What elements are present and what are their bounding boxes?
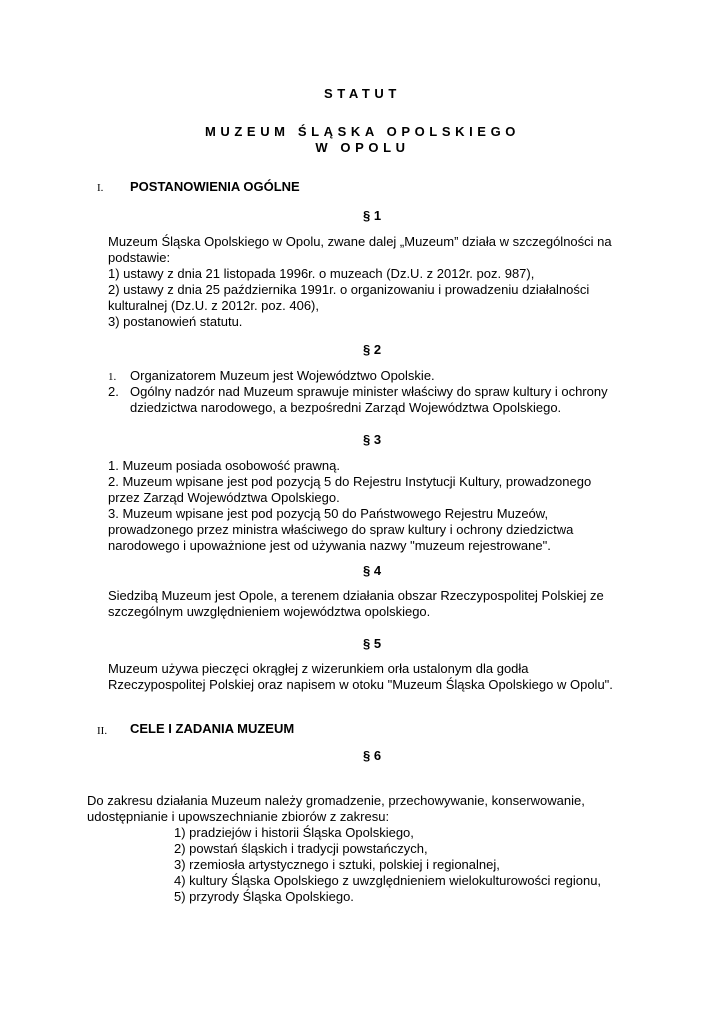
document-subtitle-line2: W OPOLU	[315, 140, 410, 155]
paragraph-3-body	[108, 458, 591, 554]
paragraph-6-mark: § 6	[363, 748, 382, 763]
paragraph-5-mark: § 5	[363, 636, 382, 651]
paragraph-2-item-2-line: Ogólny nadzór nad Muzeum sprawuje minister właściwy do spraw kultury i ochrony	[130, 384, 608, 399]
paragraph-5-line: Rzeczypospolitej Polskiej oraz napisem w otoku "Muzeum Śląska Opolskiego w Opolu".	[108, 677, 613, 692]
section-2-number: II.	[97, 725, 108, 737]
paragraph-1-mark: § 1	[363, 208, 382, 223]
paragraph-4-line: szczególnym uwzględnieniem województwa opolskiego.	[108, 604, 431, 619]
paragraph-6-intro-line: udostępnianie i upowszechnianie zbiorów z zakresu:	[87, 809, 390, 824]
paragraph-3-line: 3. Muzeum wpisane jest pod pozycją 50 do Państwowego Rejestru Muzeów,	[108, 506, 549, 521]
paragraph-6-list	[174, 825, 601, 905]
paragraph-3-line: przez Zarząd Województwa Opolskiego.	[108, 490, 340, 505]
list-item: 2) powstań śląskich i tradycji powstańczych,	[174, 841, 428, 856]
paragraph-6-intro	[87, 793, 585, 825]
paragraph-3-mark: § 3	[363, 432, 382, 447]
paragraph-4-body	[108, 588, 604, 620]
section-1-heading: POSTANOWIENIA OGÓLNE	[130, 179, 300, 194]
paragraph-2-item-2-body	[130, 384, 608, 416]
section-2-heading: CELE I ZADANIA MUZEUM	[130, 721, 295, 736]
paragraph-4-mark: § 4	[363, 563, 382, 578]
paragraph-5-body	[108, 661, 613, 693]
paragraph-3-line: narodowego i upoważnione jest od używania nazwy "muzeum rejestrowane".	[108, 538, 551, 553]
paragraph-3-line: 1. Muzeum posiada osobowość prawną.	[108, 458, 340, 473]
paragraph-2-item-1-text: Organizatorem Muzeum jest Województwo Opolskie.	[130, 368, 435, 383]
paragraph-1-line: 1) ustawy z dnia 21 listopada 1996r. o muzeach (Dz.U. z 2012r. poz. 987),	[108, 266, 535, 281]
paragraph-1-line: kulturalnej (Dz.U. z 2012r. poz. 406),	[108, 298, 319, 313]
paragraph-2-item-2-line: dziedzictwa narodowego, a bezpośredni Zarząd Województwa Opolskiego.	[130, 400, 562, 415]
section-1-number: I.	[97, 182, 104, 194]
paragraph-1-body	[108, 234, 612, 330]
paragraph-2-mark: § 2	[363, 342, 382, 357]
paragraph-6-intro-line: Do zakresu działania Muzeum należy gromadzenie, przechowywanie, konserwowanie,	[87, 793, 585, 808]
paragraph-4-line: Siedzibą Muzeum jest Opole, a terenem działania obszar Rzeczypospolitej Polskiej ze	[108, 588, 604, 603]
paragraph-1-line: 3) postanowień statutu.	[108, 314, 243, 329]
paragraph-5-line: Muzeum używa pieczęci okrągłej z wizerunkiem orła ustalonym dla godła	[108, 661, 529, 676]
paragraph-3-line: 2. Muzeum wpisane jest pod pozycją 5 do Rejestru Instytucji Kultury, prowadzonego	[108, 474, 592, 489]
document-title: STATUT	[324, 86, 401, 101]
list-item: 5) przyrody Śląska Opolskiego.	[174, 889, 354, 904]
paragraph-1-line: 2) ustawy z dnia 25 października 1991r. o organizowaniu i prowadzeniu działalności	[108, 282, 590, 297]
paragraph-1-line: podstawie:	[108, 250, 171, 265]
paragraph-2-item-2-number: 2.	[108, 384, 119, 399]
paragraph-2-item-1-number: 1.	[108, 371, 117, 383]
list-item: 4) kultury Śląska Opolskiego z uwzględnieniem wielokulturowości regionu,	[174, 873, 602, 888]
document-subtitle-line1: MUZEUM ŚLĄSKA OPOLSKIEGO	[204, 124, 521, 139]
paragraph-1-line: Muzeum Śląska Opolskiego w Opolu, zwane dalej „Muzeum” działa w szczególności na	[108, 234, 612, 249]
list-item: 3) rzemiosła artystycznego i sztuki, polskiej i regionalnej,	[174, 857, 500, 872]
list-item: 1) pradziejów i historii Śląska Opolskiego,	[174, 825, 414, 840]
paragraph-3-line: prowadzonego przez ministra właściwego do spraw kultury i ochrony dziedzictwa	[108, 522, 574, 537]
